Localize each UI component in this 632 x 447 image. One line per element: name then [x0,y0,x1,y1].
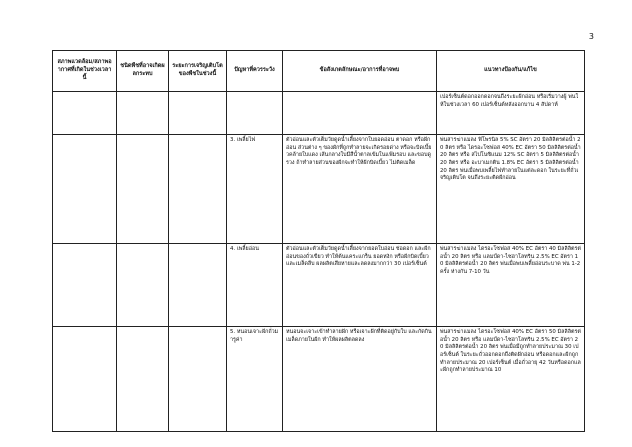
crop-cell [117,327,169,432]
table-header-row [53,51,585,92]
table-row [53,92,585,135]
crop-cell [117,244,169,327]
symptoms-cell: ตัวอ่อนและตัวเต็มวัยดูดน้ำเลี้ยงจากใบยอดอ่อน ตาดอก หรือฝักอ่อน ส่วนต่าง ๆ ของผักที่ถูกทำลายจะเกิดรอยด่าง หรือจะบิดเบี้ยวคล้ายใบแดง เส้นกลางใบมีสีน้ำตาลเข้มในแฟ้มรอบ และขอบดูรวง ถ้าทำลายส่วนของฝักจะทำให้ฝักบิดเบี้ยว ไม่ติดเมล็ด [283,135,437,244]
symptoms-cell: หนอนจะเจาะเข้าทำลายฝัก หรือเจาะฝักที่ติดอยู่กับใบ และกัดกินเมล็ดภายในฝัก ทำให้ผลผลิตลดลง [283,327,437,432]
prevention-cell: เปอร์เซ็นต์ดอกออกดอกจนถึงระยะฝักอ่อน หรือเริ่มวางผู้ พ่นให้ในช่วงเวลา 60 เปอร์เซ็นต์หลังออกบาน 4 สัปดาห์ [437,92,585,135]
table-row [53,244,585,327]
problem-cell: 4. เพลี้ยอ่อน [227,244,283,327]
header-growth-stage: ระยะการเจริญเติบโตของพืชในช่วงนี้ [169,51,227,92]
stage-cell [169,92,227,135]
table-row [53,327,585,432]
page-number: 3 [588,32,594,41]
header-environment: สภาพแวดล้อม/สภาพอากาศที่เกิดในช่วงเวลานี้ [53,51,117,92]
pest-table [52,50,585,432]
environment-cell [53,244,117,327]
stage-cell [169,135,227,244]
header-prevention: แนวทางป้องกัน/แก้ไข [437,51,585,92]
environment-cell [53,92,117,135]
problem-cell: 5. หนอนเจาะฝักถั่วมารูค่า [227,327,283,432]
problem-cell [227,92,283,135]
table-row [53,135,585,244]
prevention-cell: พ่นสารฆ่าแมลง ไดรอะโซฟอส 40% EC อัตรา 40 มิลลิลิตรต่อน้ำ 20 ลิตร หรือ แลมป์ดา-ไซฮาโลทริน 2.5% EC อัตรา 10 มิลลิลิตรต่อน้ำ 20 ลิตร พ่นเมื่อพบเพลี้ยอ่อนระบาด พ่น 1-2 ครั้ง ห่างกัน 7-10 วัน [437,244,585,327]
problem-cell: 3. เพลี้ยไฟ [227,135,283,244]
prevention-cell: พ่นสารฆ่าแมลง ไดรอะโซฟอส 40% EC อัตรา 50 มิลลิลิตรต่อน้ำ 20 ลิตร หรือ แลมป์ดา-ไซฮาโลทริน 2.5% EC อัตรา 20 มิลลิลิตรต่อน้ำ 20 ลิตร พ่นเมื่อมีถูกทำลายประมาณ 30 เปอร์เซ็นต์ ในระยะถั่วออกดอกถึงติดฝักอ่อน หรือดอกและฝักถูกทำลายประมาณ 20 เปอร์เซ็นต์ เมื่อถั่วอายุ 42 วันหรือดอกและฝักถูกทำลายประมาณ 10 [437,327,585,432]
header-problem: ปัญหาที่ควรระวัง [227,51,283,92]
crop-cell [117,135,169,244]
environment-cell [53,135,117,244]
symptoms-cell [283,92,437,135]
environment-cell [53,327,117,432]
stage-cell [169,327,227,432]
header-symptoms: ข้อสังเกตลักษณะ/อาการที่อาจพบ [283,51,437,92]
crop-cell [117,92,169,135]
prevention-cell: พ่นสารฆ่าแมลง ฟิโพรนิล 5% SC อัตรา 20 มิลลิลิตรต่อน้ำ 20 ลิตร หรือ ไดรอะโซฟอส 40% EC อัตรา 50 มิลลิลิตรต่อน้ำ 20 ลิตร หรือ สไปโนซิแนม 12% SC อัตรา 5 มิลลิลิตรต่อน้ำ 20 ลิตร หรือ อะบาเมกติน 1.8% EC อัตรา 5 มิลลิลิตรต่อน้ำ 20 ลิตร พ่นเมื่อพบเพลี้ยไฟทำลายในแต่ละดอก ในระยะที่ถั่วเจริญเติบโต จนถึงระยะติดฝักอ่อน [437,135,585,244]
header-crop-type: ชนิดพืชที่อาจเกิดผลกระทบ [117,51,169,92]
stage-cell [169,244,227,327]
symptoms-cell: ตัวอ่อนและตัวเต็มวัยดูดน้ำเลี้ยงจากยอดใบอ่อน ช่อดอก และฝักอ่อนของถั่วเขียว ทำให้ต้นแคระแกร็น ยอดหงิก หรือฝักบิดเบี้ยว และเมล็ดลีบ ผลผลิตเสียหายและลดลงมากกว่า 30 เปอร์เซ็นต์ [283,244,437,327]
